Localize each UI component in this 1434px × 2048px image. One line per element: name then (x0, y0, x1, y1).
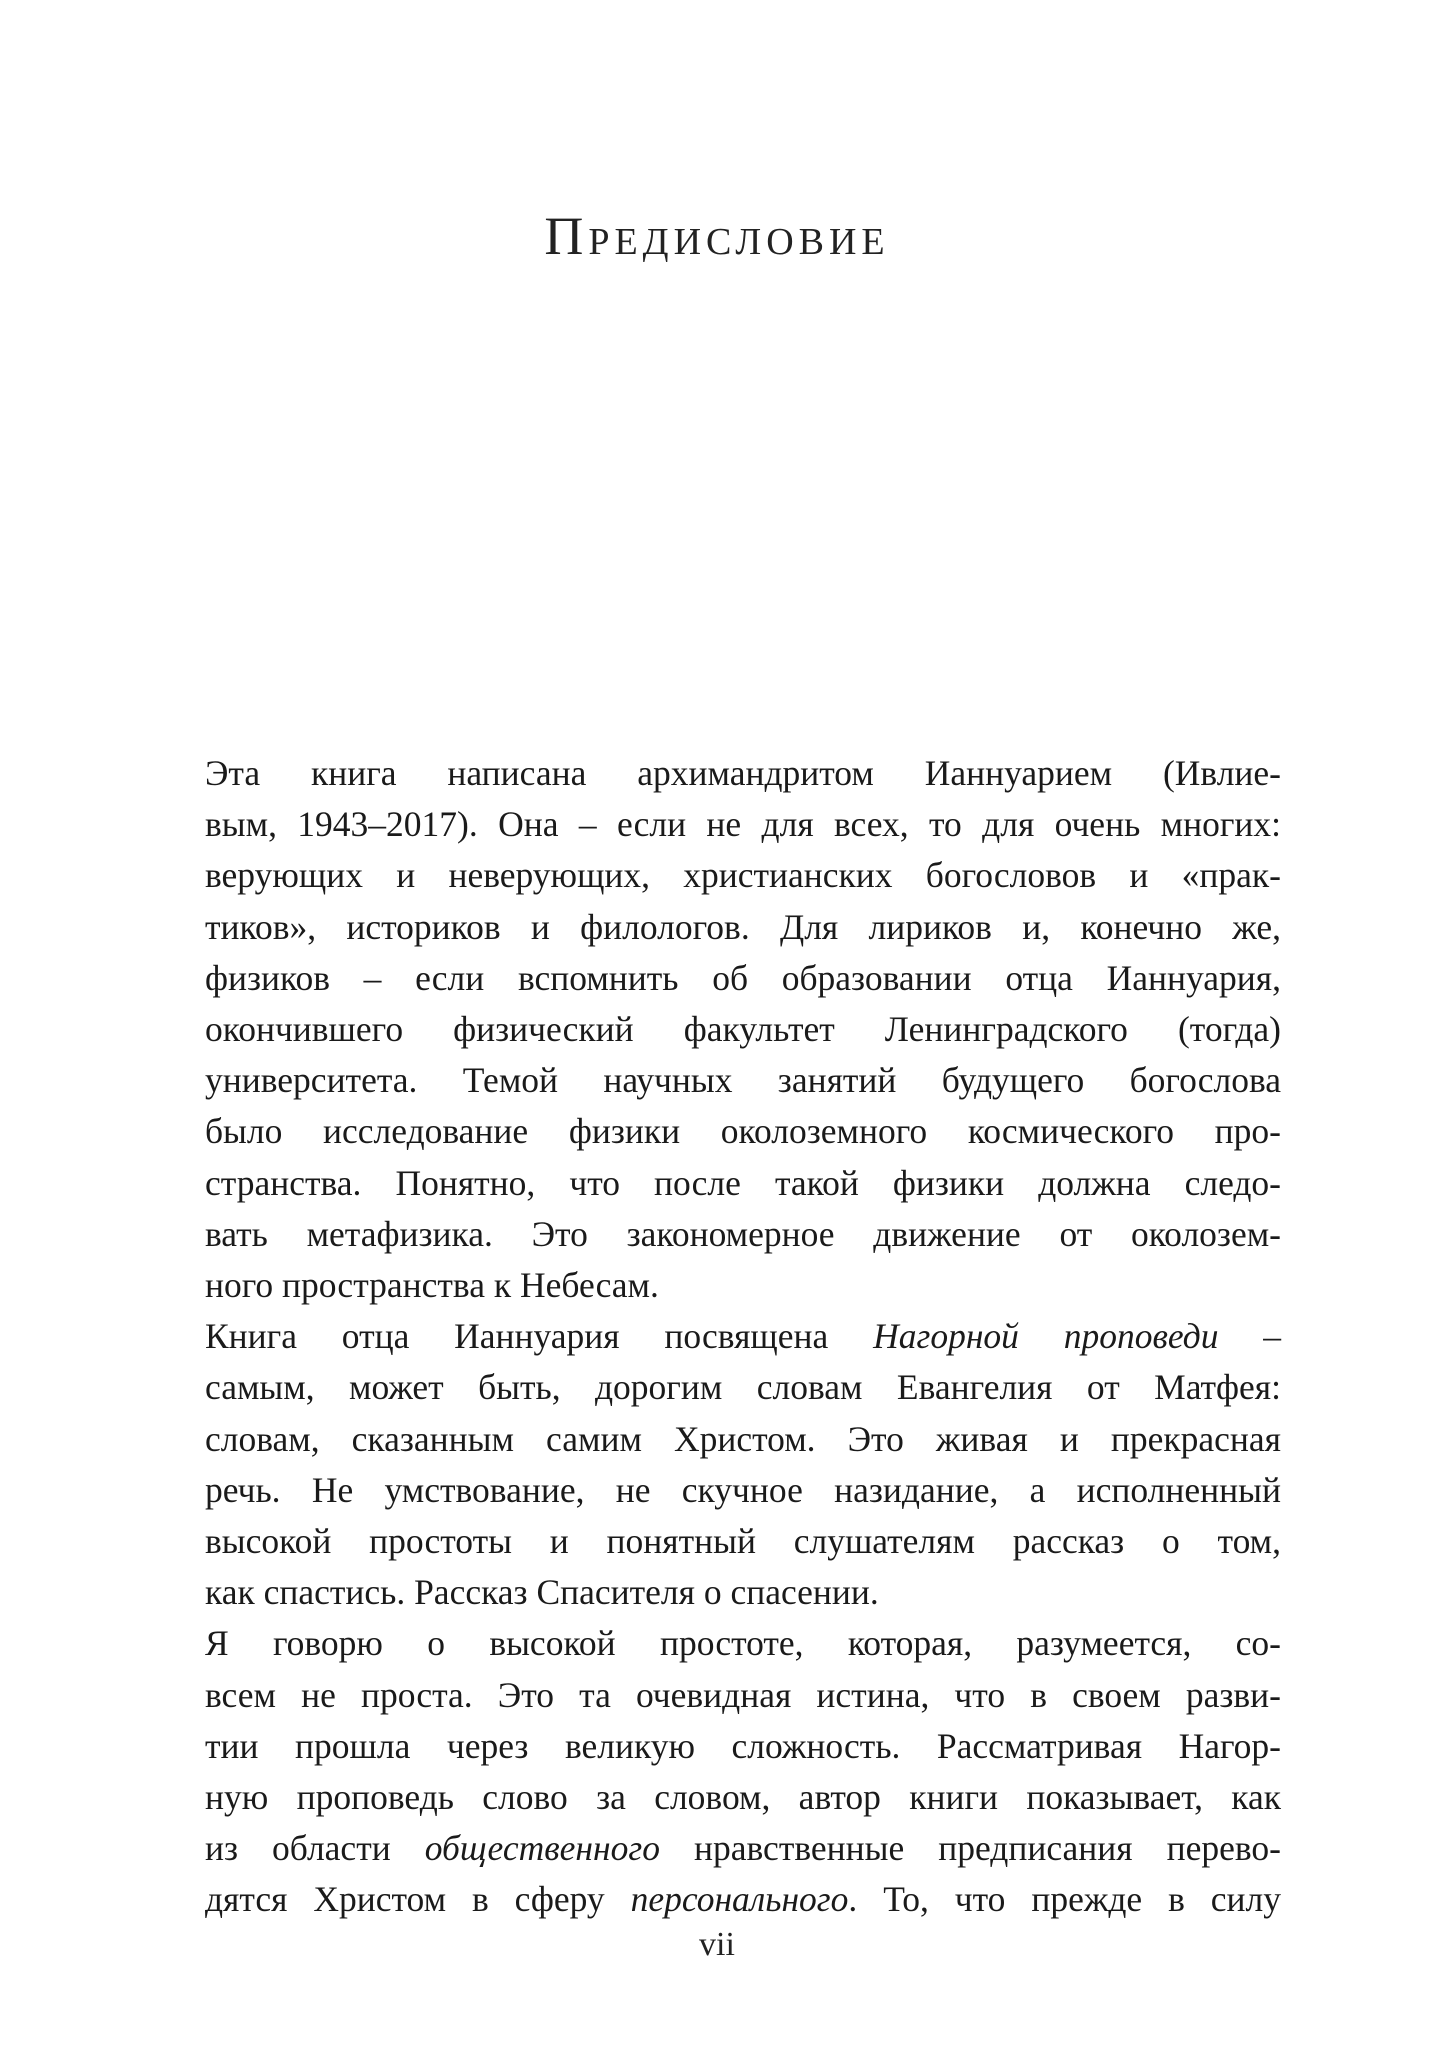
text-run: нравственные предписания перево- (659, 1828, 1281, 1869)
paragraph-2 (153, 1311, 1281, 1618)
paragraph-3 (153, 1618, 1281, 1925)
text-line (153, 1823, 1281, 1874)
text-line (153, 1311, 1281, 1362)
text-run: из области (205, 1828, 425, 1869)
text-run: – (1218, 1316, 1282, 1357)
text-run: Книга отца Ианнуария посвящена (205, 1316, 874, 1357)
body-text (153, 748, 1281, 1926)
chapter-title: Предисловие (544, 206, 890, 266)
text-line: тии прошла через великую сложность. Рассматривая Нагор- (205, 1725, 1281, 1766)
text-line: всем не проста. Это та очевидная истина, что в своем разви- (205, 1674, 1281, 1715)
text-line: университета. Темой научных занятий будущего богослова (205, 1060, 1281, 1101)
text-line: высокой простоты и понятный слушателям рассказ о том, (205, 1521, 1281, 1562)
text-line: верующих и неверующих, христианских богословов и «прак- (205, 855, 1281, 896)
emphasized-text: общественного (424, 1828, 660, 1869)
text-run: дятся Христом в сферу (205, 1879, 631, 1920)
paragraph-1 (153, 748, 1281, 1311)
emphasized-text: персонального (630, 1879, 849, 1920)
text-line: ного пространства к Небесам. (205, 1265, 659, 1306)
text-line: вать метафизика. Это закономерное движение от околозем- (205, 1213, 1281, 1254)
text-line: речь. Не умствование, не скучное назидание, а исполненный (205, 1469, 1281, 1510)
text-line: тиков», историков и филологов. Для лириков и, конечно же, (205, 906, 1281, 947)
emphasized-text: Нагорной проповеди (873, 1316, 1219, 1357)
text-line: ную проповедь слово за словом, автор книги показывает, как (205, 1777, 1281, 1818)
text-line: было исследование физики околоземного космического про- (205, 1111, 1281, 1152)
text-line: Эта книга написана архимандритом Ианнуарием (Ивлие- (205, 753, 1281, 793)
text-line: странства. Понятно, что после такой физики должна следо- (205, 1162, 1281, 1203)
text-line (153, 1874, 1281, 1925)
text-line: окончившего физический факультет Ленинградского (тогда) (205, 1009, 1281, 1050)
text-line: словам, сказанным самим Христом. Это живая и прекрасная (205, 1418, 1281, 1459)
text-line: как спастись. Рассказ Спасителя о спасении. (205, 1572, 879, 1613)
text-run: . То, что прежде в силу (848, 1879, 1281, 1920)
text-line: Я говорю о высокой простоте, которая, разумеется, со- (205, 1623, 1281, 1664)
page-number: vii (699, 1926, 735, 1963)
text-line: самым, может быть, дорогим словам Евангелия от Матфея: (205, 1367, 1281, 1408)
text-line: физиков – если вспомнить об образовании отца Ианнуария, (205, 957, 1281, 998)
text-line: вым, 1943–2017). Она – если не для всех, то для очень многих: (205, 804, 1281, 845)
